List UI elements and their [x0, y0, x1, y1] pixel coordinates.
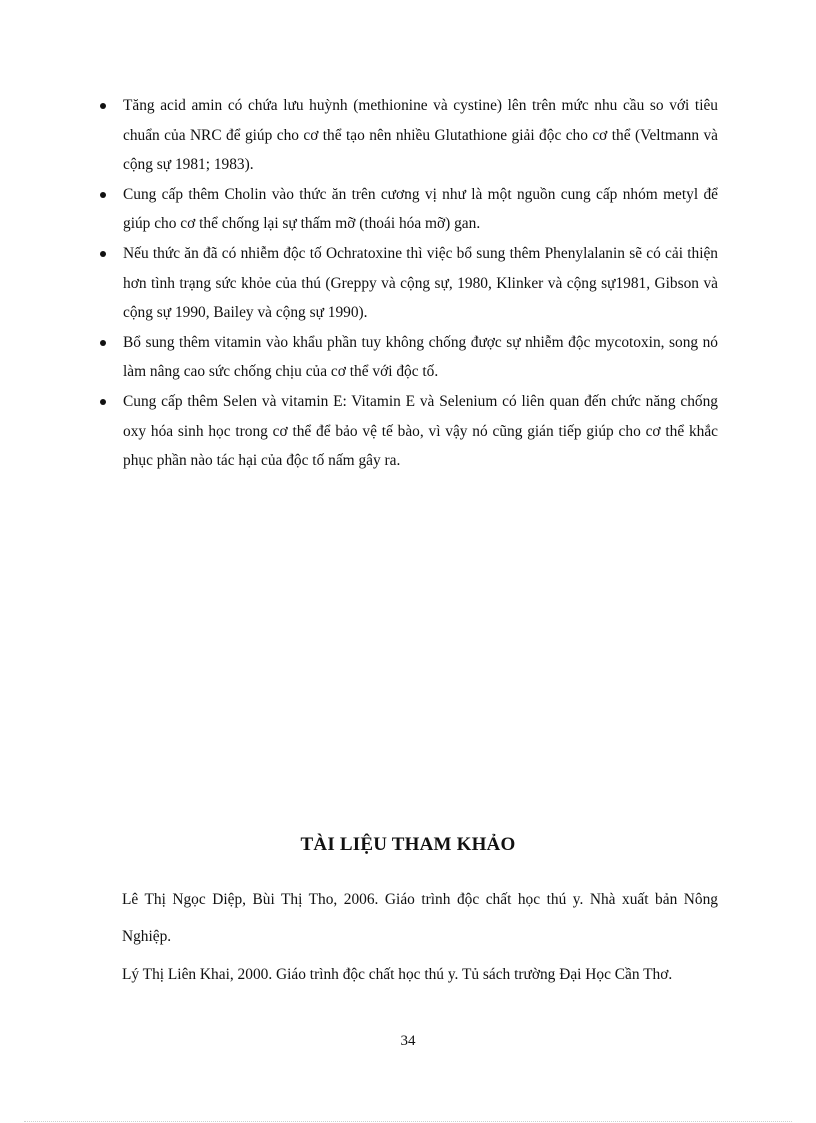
bullet-icon — [100, 103, 106, 109]
page-bottom-edge — [24, 1121, 792, 1122]
bullet-icon — [100, 399, 106, 405]
bullet-icon — [100, 340, 106, 346]
references-list — [122, 881, 718, 994]
bullet-text: Bổ sung thêm vitamin vào khẩu phần tuy không chống được sự nhiễm độc mycotoxin, song nó làm nâng cao sức chống chịu của cơ thể với độc tố. — [123, 333, 718, 381]
bullet-item — [96, 91, 718, 180]
reference-item: Lý Thị Liên Khai, 2000. Giáo trình độc chất học thú y. Tủ sách trường Đại Học Cần Thơ. — [122, 966, 673, 983]
bullet-item — [96, 180, 718, 239]
bullet-icon — [100, 192, 106, 198]
bullet-text: Cung cấp thêm Selen và vitamin E: Vitamin E và Selenium có liên quan đến chức năng chống oxy hóa sinh học trong cơ thể để bảo vệ tế bào, vì vậy nó cũng gián tiếp giúp cho cơ thể khắc phục phần nào tác hại của độc tố nấm gây ra. — [123, 392, 718, 470]
bullet-item — [96, 387, 718, 476]
references-title: TÀI LIỆU THAM KHẢO — [300, 834, 516, 855]
bullet-item — [96, 328, 718, 387]
bullet-text: Nếu thức ăn đã có nhiễm độc tố Ochratoxine thì việc bổ sung thêm Phenylalanin sẽ có cải thiện hơn tình trạng sức khỏe của thú (Greppy và cộng sự, 1980, Klinker và cộng sự1981, Gibson và cộng sự 1990, Bailey và cộng sự 1990). — [123, 244, 718, 322]
bullet-icon — [100, 251, 106, 257]
bullet-item — [96, 239, 718, 328]
bullet-text: Tăng acid amin có chứa lưu huỳnh (methionine và cystine) lên trên mức nhu cầu so với tiêu chuẩn của NRC để giúp cho cơ thể tạo nên nhiều Glutathione giải độc cho cơ thể (Veltmann và cộng sự 1981; 1983). — [123, 97, 718, 174]
reference-item: Lê Thị Ngọc Diệp, Bùi Thị Tho, 2006. Giáo trình độc chất học thú y. Nhà xuất bản Nông Nghiệp. — [122, 891, 718, 945]
bullet-text: Cung cấp thêm Cholin vào thức ăn trên cương vị như là một nguồn cung cấp nhóm metyl để giúp cho cơ thể chống lại sự thấm mỡ (thoái hóa mỡ) gan. — [123, 185, 718, 233]
page-number: 34 — [400, 1033, 416, 1049]
bullet-list — [96, 91, 718, 476]
